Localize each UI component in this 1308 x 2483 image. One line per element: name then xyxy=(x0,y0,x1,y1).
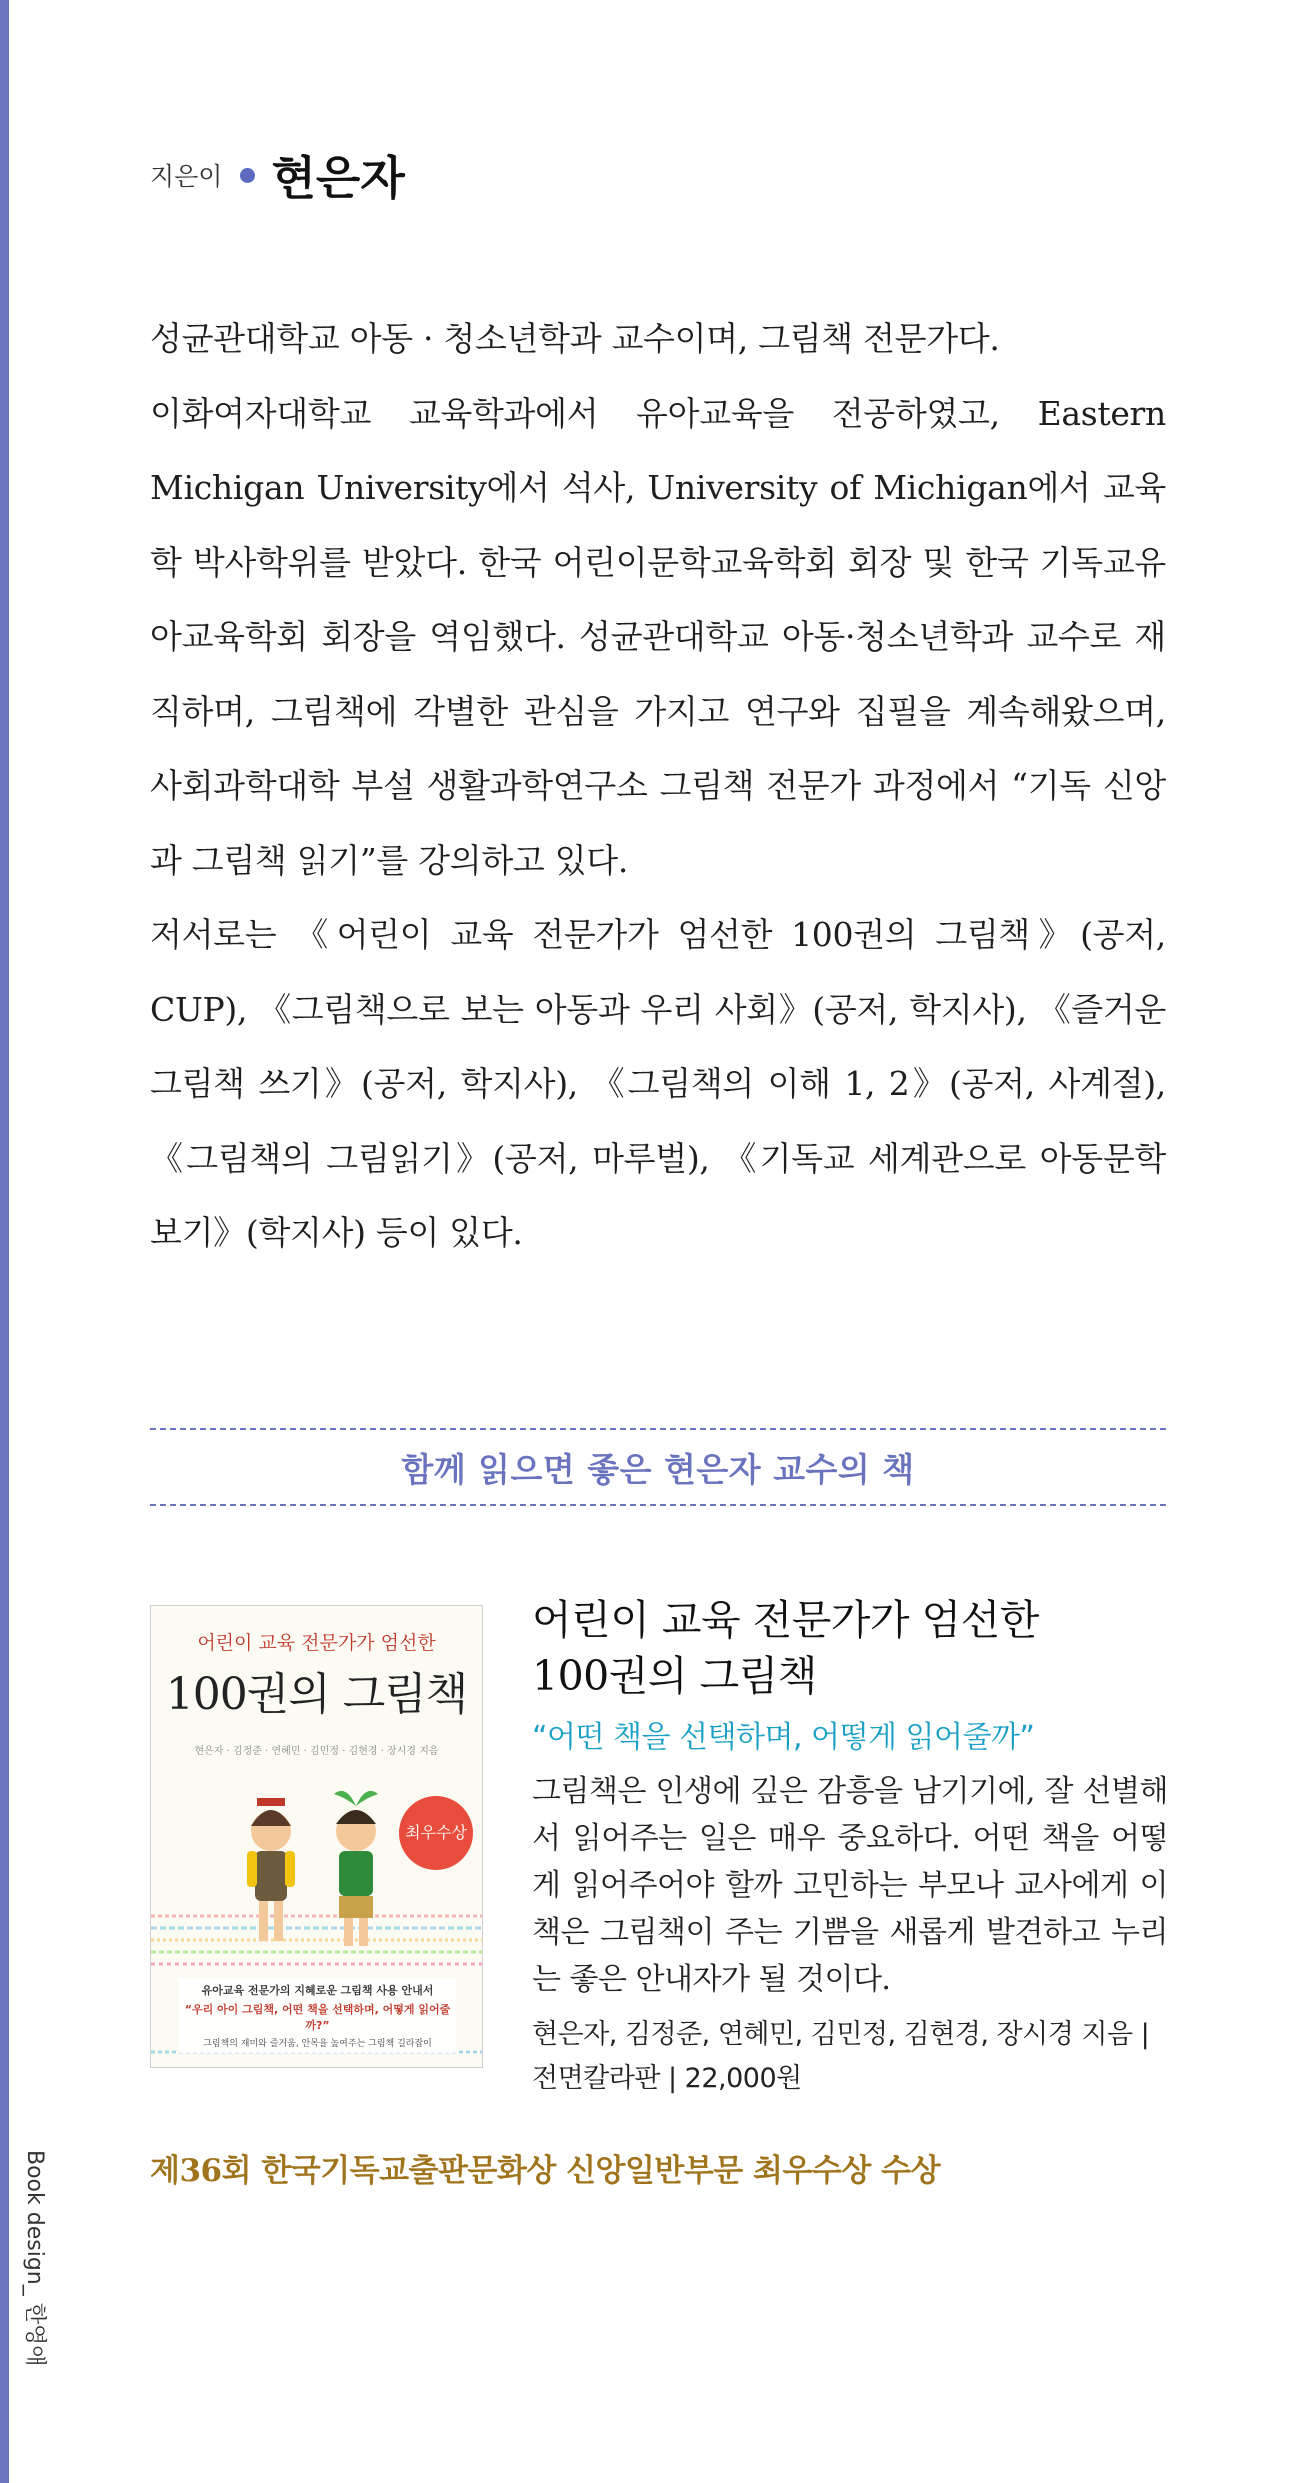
author-label: 지은이 xyxy=(150,162,223,191)
book-title xyxy=(532,1592,1168,1704)
book-info xyxy=(532,1592,1168,2101)
bio-paragraph: 저서로는 《어린이 교육 전문가가 엄선한 100권의 그림책》(공저, CUP), 《그림책으로 보는 아동과 우리 사회》(공저, 학지사), 《즐거운 그림책 쓰기》(공저, 학지사), 《그림책의 이해 1, 2》(공저, 사계절), 《그림책의 그림읽기》(공저, 마루벌), 《기독교 세계관으로 아동문학 보기》(학지사) 등이 있다. xyxy=(150,915,1166,1252)
recommend-heading: 함께 읽으면 좋은 현은자 교수의 책 xyxy=(401,1449,915,1489)
recommend-banner xyxy=(150,1428,1166,1506)
cover-title: 100권의 그림책 xyxy=(165,1669,468,1720)
award-badge: 최우수상 xyxy=(399,1796,473,1870)
cover-authors: 현은자 · 김정준 · 연혜민 · 김민정 · 김현경 · 장시경 지음 xyxy=(194,1746,439,1757)
book-authors: 현은자, 김정준, 연혜민, 김민정, 김현경, 장시경 지음 | xyxy=(532,2019,1150,2050)
design-credit: Book design_ 한영애 xyxy=(22,2150,47,2367)
book-description: 그림책은 인생에 깊은 감흥을 남기기에, 잘 선별해서 읽어주는 일은 매우 중요하다. 어떤 책을 어떻게 읽어주어야 할까 고민하는 부모나 교사에게 이 책은 그림책이 주는 기쁨을 새롭게 발견하고 누리는 좋은 안내자가 될 것이다. xyxy=(532,1774,1168,1997)
book-cover-image xyxy=(150,1605,483,2068)
book-meta xyxy=(532,2013,1168,2101)
cover-blurb xyxy=(179,1978,456,2053)
book-price: 전면칼라판 | 22,000원 xyxy=(532,2063,802,2094)
left-accent-bar xyxy=(0,0,9,2483)
book-title-line: 어린이 교육 전문가가 엄선한 xyxy=(532,1596,1039,1644)
book-title-line: 100권의 그림책 xyxy=(532,1652,817,1700)
bio-paragraph: 성균관대학교 아동 · 청소년학과 교수이며, 그림책 전문가다. xyxy=(150,319,1000,358)
book-tagline: “어떤 책을 선택하며, 어떻게 읽어줄까” xyxy=(532,1720,1035,1755)
author-heading xyxy=(150,142,405,208)
award-text: 제36회 한국기독교출판문화상 신앙일반부문 최우수상 수상 xyxy=(150,2153,941,2189)
cover-blurb-line: 유아교육 전문가의 지혜로운 그림책 사용 안내서 xyxy=(201,1984,434,1997)
cover-subtitle: 어린이 교육 전문가가 엄선한 xyxy=(197,1632,436,1654)
bullet-dot-icon xyxy=(240,168,255,183)
cover-blurb-line: “우리 아이 그림책, 어떤 책을 선택하며, 어떻게 읽어줄까?” xyxy=(184,2003,451,2032)
cover-blurb-line: 그림책의 재미와 즐거움, 안목을 높여주는 그림책 길라잡이 xyxy=(203,2039,432,2049)
author-bio xyxy=(150,302,1166,1271)
bio-paragraph: 이화여자대학교 교육학과에서 유아교육을 전공하였고, Eastern Michigan University에서 석사, University of Michigan에서 교육학 박사학위를 받았다. 한국 어린이문학교육학회 회장 및 한국 기독교유아교육학회 회장을 역임했다. 성균관대학교 아동·청소년학과 교수로 재직하며, 그림책에 각별한 관심을 가지고 연구와 집필을 계속해왔으며, 사회과학대학 부설 생활과학연구소 그림책 전문가 과정에서 “기독 신앙과 그림책 읽기”를 강의하고 있다. xyxy=(150,393,1166,880)
author-name: 현은자 xyxy=(271,151,405,205)
